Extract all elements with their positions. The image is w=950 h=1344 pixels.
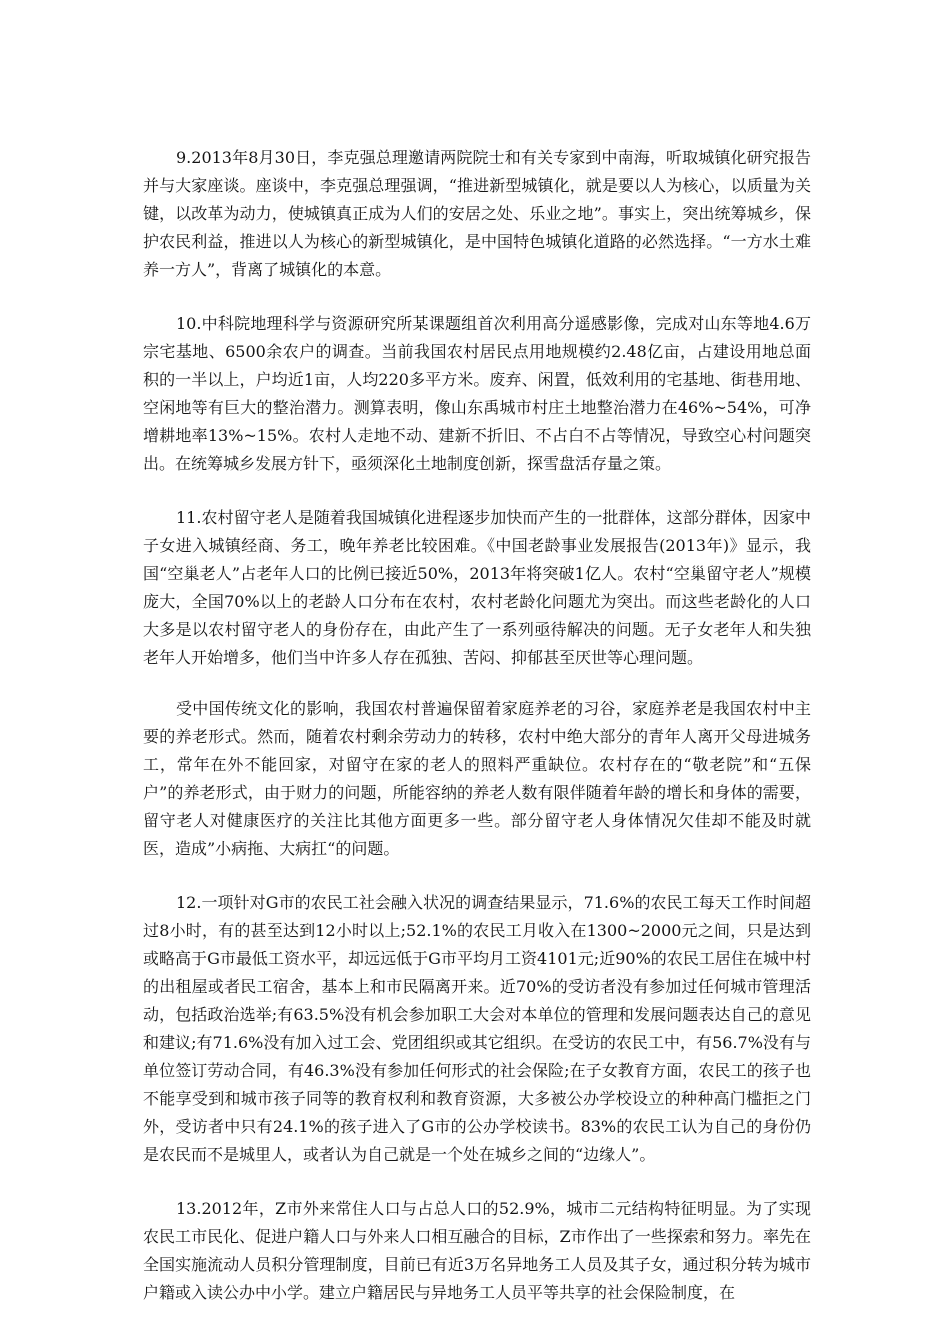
paragraph-10: 10.中科院地理科学与资源研究所某课题组首次利用高分遥感影像，完成对山东等地4.6万宗宅基地、6500余农户的调查。当前我国农村居民点用地规模约2.48亿亩，占建设用地总面积的一半以上，户均近1亩，人均220多平方米。废弃、闲置，低效利用的宅基地、街巷用地、空闲地等有巨大的整治潜力。测算表明，像山东禹城市村庄土地整治潜力在46%~54%，可净增耕地率13%~15%。农村人走地不动、建新不折旧、不占白不占等情况，导致空心村问题突出。在统筹城乡发展方针下，亟须深化土地制度创新，探雪盘活存量之策。 [143,314,811,473]
paragraph-9: 9.2013年8月30日，李克强总理邀请两院院士和有关专家到中南海，听取城镇化研究报告并与大家座谈。座谈中，李克强总理强调，“推进新型城镇化，就是要以人为核心，以质量为关键，以改革为动力，使城镇真正成为人们的安居之处、乐业之地”。事实上，突出统筹城乡，保护农民利益，推进以人为核心的新型城镇化，是中国特色城镇化道路的必然选择。“一方水土难养一方人”，背离了城镇化的本意。 [143,148,811,279]
document-body [143,144,811,1333]
paragraph-11: 11.农村留守老人是随着我国城镇化进程逐步加快而产生的一批群体，这部分群体，因家中子女进入城镇经商、务工，晚年养老比较困难。《中国老龄事业发展报告(2013年)》显示，我国“空巢老人”占老年人口的比例已接近50%，2013年将突破1亿人。农村“空巢留守老人”规模庞大，全国70%以上的老龄人口分布在农村，农村老龄化问题尤为突出。而这些老龄化的人口大多是以农村留守老人的身份存在，由此产生了一系列亟待解决的问题。无子女老年人和失独老年人开始增多，他们当中许多人存在孤独、苦闷、抑郁甚至厌世等心理问题。 [143,508,811,667]
paragraph-12: 12.一项针对G市的农民工社会融入状况的调查结果显示，71.6%的农民工每天工作时间超过8小时，有的甚至达到12小时以上;52.1%的农民工月收入在1300~2000元之间，只是达到或略高于G市最低工资水平，却远远低于G市平均月工资4101元;近90%的农民工居住在城中村的出租屋或者民工宿舍，基本上和市民隔离开来。近70%的受访者没有参加过任何城市管理活动，包括政治选举;有63.5%没有机会参加职工大会对本单位的管理和发展问题表达自己的意见和建议;有71.6%没有加入过工会、党团组织或其它组织。在受访的农民工中，有56.7%没有与单位签订劳动合同，有46.3%没有参加任何形式的社会保险;在子女教育方面，农民工的孩子也不能享受到和城市孩子同等的教育权利和教育资源，大多被公办学校设立的种种高门槛拒之门外，受访者中只有24.1%的孩子进入了G市的公办学校读书。83%的农民工认为自己的身份仍是农民而不是城里人，或者认为自己就是一个处在城乡之间的“边缘人”。 [143,893,811,1164]
paragraph-11-continued: 受中国传统文化的影响，我国农村普遍保留着家庭养老的习谷，家庭养老是我国农村中主要的养老形式。然而，随着农村剩余劳动力的转移，农村中绝大部分的青年人离开父母进城务工，常年在外不能回家，对留守在家的老人的照料严重缺位。农村存在的“敬老院”和“五保户”的养老形式，由于财力的问题，所能容纳的养老人数有限伴随着年龄的增长和身体的需要，留守老人对健康医疗的关注比其他方面更多一些。部分留守老人身体情况欠佳却不能及时就医，造成”小病拖、大病扛“的问题。 [143,699,811,858]
paragraph-13: 13.2012年，Z市外来常住人口与占总人口的52.9%，城市二元结构特征明显。为了实现农民工市民化、促进户籍人口与外来人口相互融合的目标，Z市作出了一些探索和努力。率先在全国实施流动人员积分管理制度，目前已有近3万名异地务工人员及其子女，通过积分转为城市户籍或入读公办中小学。建立户籍居民与异地务工人员平等共享的社会保险制度，在 [143,1199,811,1302]
